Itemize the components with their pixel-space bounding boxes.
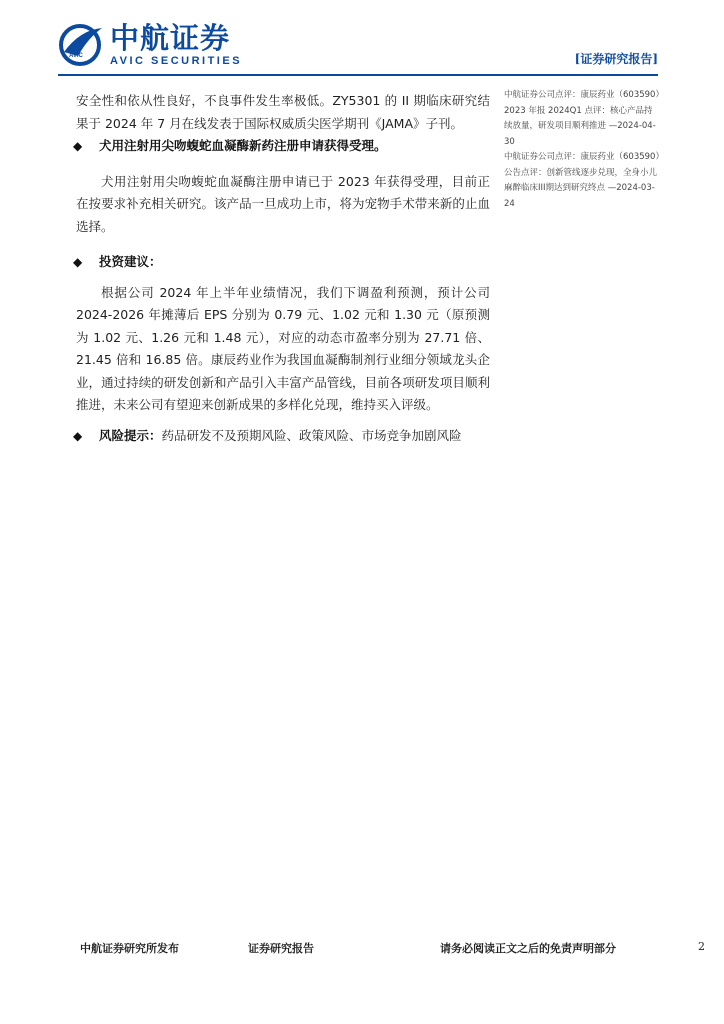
logo-chinese-name: 中航证券 [110, 21, 231, 55]
logo-badge-text: AVIC [69, 53, 83, 59]
page-number: 2 [698, 940, 705, 953]
footer-report-type: 证券研究报告 [248, 942, 314, 955]
paragraph-investment-advice: 根据公司 2024 年上半年业绩情况，我们下调盈利预测，预计公司 2024-2026 年摊薄后 EPS 分别为 0.79 元、1.02 元和 1.30 元（原预测为 1.02 元、1.26 元和 1.48 元），对应的动态市盈率分别为 27.71 倍、21.45 倍和 16.85 倍。康辰药业作为我国血凝酶制剂行业细分领域龙头企业，通过持续的研发创新和产品引入丰富产品管线，目前各项研发项目顺利推进，未来公司有望迎来创新成果的多样化兑现，维持买入评级。 [76, 284, 490, 412]
company-logo [58, 22, 242, 67]
diamond-bullet-icon: ◆ [73, 428, 83, 443]
avic-logo-icon [58, 22, 104, 66]
bullet-investment-advice-title: 投资建议： [99, 254, 162, 269]
related-report-item[interactable]: 中航证券公司点评：康辰药业（603590）2023 年报 2024Q1 点评：核心产品持续放量，研发项目顺利推进 —2024-04-30 [504, 90, 660, 147]
related-reports-sidebar [504, 88, 660, 212]
diamond-bullet-icon: ◆ [73, 255, 83, 269]
report-type-label: [证券研究报告] [574, 52, 658, 66]
bullet-vet-drug [73, 135, 490, 158]
logo-english-name: AVIC SECURITIES [110, 55, 243, 67]
diamond-bullet-icon: ◆ [73, 139, 83, 153]
bullet-risk-warning [73, 425, 490, 448]
bullet-vet-drug-title: 犬用注射用尖吻蝮蛇血凝酶新药注册申请获得受理。 [99, 138, 387, 153]
footer-disclaimer: 请务必阅读正文之后的免责声明部分 [440, 942, 616, 955]
bullet-risk-warning-text: 药品研发不及预期风险、政策风险、市场竞争加剧风险 [161, 427, 462, 443]
paragraph-clinical-results: 安全性和依从性良好，不良事件发生率极低。ZY5301 的 II 期临床研究结果于 2024 年 7 月在线发表于国际权威质尖医学期刊《JAMA》子刊。 [76, 93, 490, 131]
bullet-investment-advice [73, 251, 490, 274]
paragraph-vet-drug: 犬用注射用尖吻蝮蛇血凝酶注册申请已于 2023 年获得受理，目前正在按要求补充相关研究。该产品一旦成功上市，将为宠物手术带来新的止血选择。 [76, 173, 490, 234]
related-report-item[interactable]: 中航证券公司点评：康辰药业（603590）公告点评：创新管线逐步兑现，全身小儿麻醉临床III期达到研究终点 —2024-03-24 [504, 152, 660, 209]
bullet-risk-warning-title: 风险提示： [99, 427, 162, 443]
main-content [73, 90, 490, 447]
header-divider [58, 74, 658, 76]
footer-publisher: 中航证券研究所发布 [80, 942, 179, 955]
